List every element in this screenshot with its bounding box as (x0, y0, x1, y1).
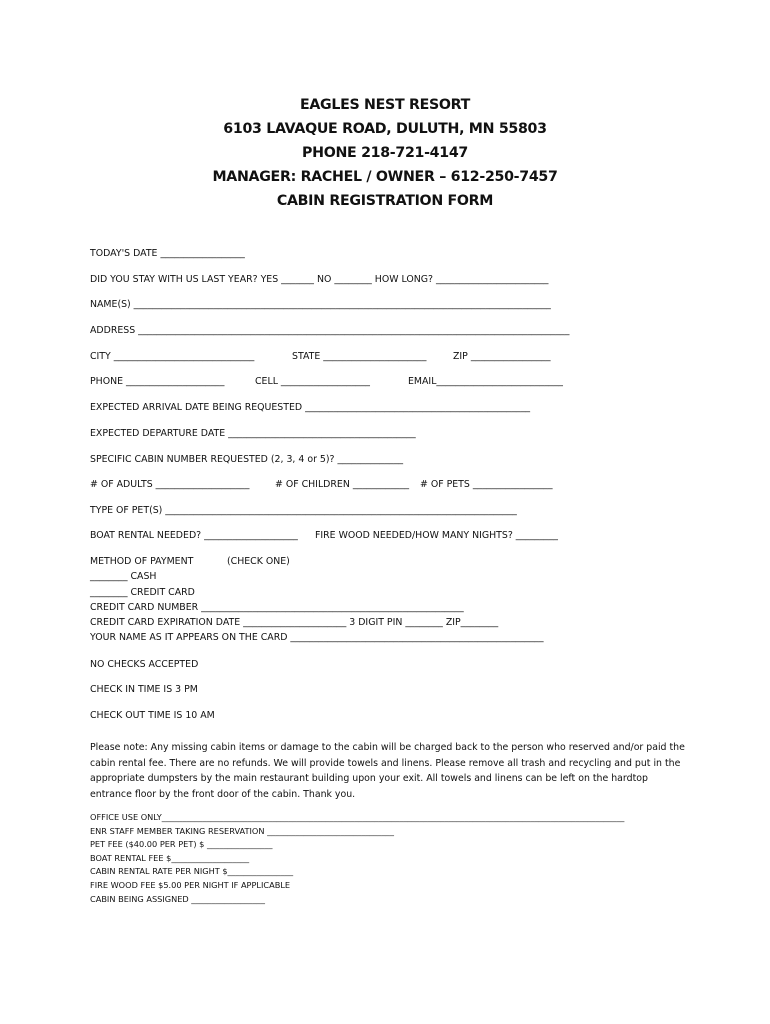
departure-date-field: EXPECTED DEPARTURE DATE ________________________________________ (90, 428, 416, 439)
form-header (0, 93, 770, 213)
check-out-notice: CHECK OUT TIME IS 10 AM (90, 710, 215, 721)
card-number-field: CREDIT CARD NUMBER ________________________________________________________ (90, 602, 464, 613)
payment-method-label: METHOD OF PAYMENT (90, 556, 194, 567)
email-field: EMAIL___________________________ (408, 376, 563, 387)
card-expiration-field: CREDIT CARD EXPIRATION DATE ______________________ 3 DIGIT PIN ________ ZIP________ (90, 617, 499, 628)
resort-address: 6103 LAVAQUE ROAD, DULUTH, MN 55803 (223, 121, 547, 137)
boat-fee-field: BOAT RENTAL FEE $___________________ (90, 853, 250, 863)
manager-owner-contact: MANAGER: RACHEL / OWNER – 612-250-7457 (212, 169, 558, 185)
state-field: STATE ______________________ (292, 351, 427, 362)
resort-phone: PHONE 218-721-4147 (302, 145, 468, 161)
name-on-card-field: YOUR NAME AS IT APPEARS ON THE CARD ______________________________________________________ (90, 632, 544, 643)
office-use-title-line: _________________________________________________________________________________________________________________ (161, 812, 625, 822)
todays-date-field: TODAY'S DATE __________________ (90, 248, 245, 259)
cabin-rate-field: CABIN RENTAL RATE PER NIGHT $________________ (90, 866, 294, 876)
office-use-title (90, 811, 624, 823)
adults-field: # OF ADULTS ____________________ (90, 479, 250, 490)
firewood-field: FIRE WOOD NEEDED/HOW MANY NIGHTS? _________ (315, 530, 558, 541)
arrival-date-field: EXPECTED ARRIVAL DATE BEING REQUESTED ________________________________________________ (90, 402, 531, 413)
policy-note (90, 740, 690, 802)
staff-member-field: ENR STAFF MEMBER TAKING RESERVATION _______________________________ (90, 826, 394, 836)
office-use-title-text: OFFICE USE ONLY (90, 812, 162, 822)
credit-card-option: ________ CREDIT CARD (90, 587, 195, 598)
check-one-label: (CHECK ONE) (227, 556, 290, 567)
form-title: CABIN REGISTRATION FORM (276, 193, 494, 209)
policy-note-text: Please note: Any missing cabin items or damage to the cabin will be charged back to the person who reserved and/or paid the cabin rental fee. There are no refunds. We will provide towels and linens. Please remove all trash and recycling and put in the appropriate dumpsters by the main restaurant building upon your exit. All towels and linens can be left on the hardtop entrance floor by the front door of the cabin. Thank you. (90, 742, 685, 800)
pets-field: # OF PETS _________________ (420, 479, 553, 490)
boat-rental-field: BOAT RENTAL NEEDED? ____________________ (90, 530, 298, 541)
zip-field: ZIP _________________ (453, 351, 551, 362)
children-field: # OF CHILDREN ____________ (275, 479, 410, 490)
cash-option: ________ CASH (90, 571, 157, 582)
phone-field: PHONE _____________________ (90, 376, 225, 387)
cabin-assigned-field: CABIN BEING ASSIGNED __________________ (90, 894, 265, 904)
resort-name: EAGLES NEST RESORT (299, 97, 471, 113)
address-field: ADDRESS ____________________________________________________________________________________________ (90, 325, 570, 336)
names-field: NAME(S) _________________________________________________________________________________________ (90, 299, 551, 310)
pet-type-field: TYPE OF PET(S) ___________________________________________________________________________ (90, 505, 517, 516)
firewood-fee-field: FIRE WOOD FEE $5.00 PER NIGHT IF APPLICABLE (90, 880, 291, 890)
cabin-number-field: SPECIFIC CABIN NUMBER REQUESTED (2, 3, 4 or 5)? ______________ (90, 454, 404, 465)
cell-field: CELL ___________________ (255, 376, 370, 387)
no-checks-notice: NO CHECKS ACCEPTED (90, 659, 199, 670)
check-in-notice: CHECK IN TIME IS 3 PM (90, 684, 198, 695)
pet-fee-field: PET FEE ($40.00 PER PET) $ ________________ (90, 839, 273, 849)
stay-last-year-field: DID YOU STAY WITH US LAST YEAR? YES _______ NO ________ HOW LONG? ________________________ (90, 274, 549, 285)
city-field: CITY ______________________________ (90, 351, 255, 362)
